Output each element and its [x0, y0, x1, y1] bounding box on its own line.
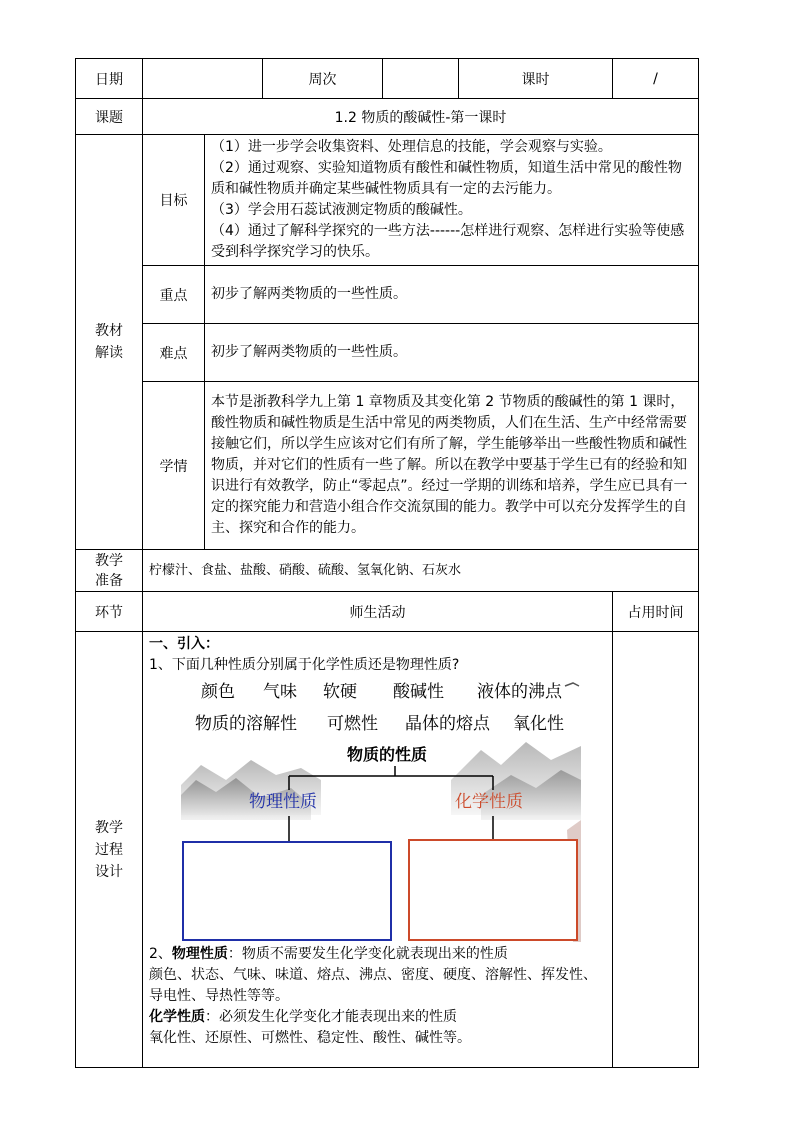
prep-value: 柠檬汁、食盐、盐酸、硝酸、硫酸、氢氧化钠、石灰水	[143, 550, 699, 592]
property-flammability: 可燃性	[327, 714, 378, 734]
difficulty-label: 难点	[143, 324, 205, 382]
material-label	[76, 135, 143, 550]
chemical-list: 氧化性、还原性、可燃性、稳定性、酸性、碱性等。	[149, 1030, 471, 1046]
process-label	[76, 632, 143, 1068]
date-value[interactable]	[143, 59, 263, 99]
topic-value: 1.2 物质的酸碱性-第一课时	[143, 99, 699, 135]
col-activity: 师生活动	[143, 592, 613, 632]
property-color: 颜色	[201, 682, 235, 702]
difficulty-value: 初步了解两类物质的一些性质。	[205, 324, 699, 382]
physical-title: 物理性质	[249, 792, 317, 812]
property-melting-point: 晶体的熔点	[405, 714, 490, 734]
col-stage: 环节	[76, 592, 143, 632]
physical-definition	[149, 944, 606, 965]
week-value[interactable]	[383, 59, 459, 99]
intro-heading: 一、引入：	[149, 636, 219, 652]
goal-label: 目标	[143, 135, 205, 266]
goals-cell	[205, 135, 699, 266]
lesson-plan-table	[75, 58, 699, 1068]
chem-term: 化学性质	[149, 1009, 205, 1025]
property-odor: 气味	[263, 682, 297, 702]
property-oxidizing: 氧化性	[513, 714, 564, 734]
phys-prefix: 2、	[149, 946, 172, 962]
question-1: 1、下面几种性质分别属于化学性质还是物理性质?	[149, 657, 460, 673]
property-solubility: 物质的溶解性	[195, 714, 297, 734]
key-label: 重点	[143, 266, 205, 324]
process-label-text: 教学过程设计	[95, 819, 123, 880]
goal-item: （2）通过观察、实验知道物质有酸性和碱性物质，知道生活中常见的酸性物质和碱性物质并确定某些碱性物质具有一定的去污能力。	[211, 160, 682, 197]
prep-label-text: 教学准备	[95, 552, 123, 589]
phys-def: ：物质不需要发生化学变化就表现出来的性质	[227, 946, 508, 962]
physical-box	[183, 842, 391, 940]
topic-label: 课题	[76, 99, 143, 135]
goal-item: （4）通过了解科学探究的一些方法------怎样进行观察、怎样进行实验等使感受到科学探究学习的快乐。	[211, 223, 685, 260]
analysis-label: 学情	[143, 382, 205, 550]
date-label: 日期	[76, 59, 143, 99]
period-value: /	[613, 59, 699, 99]
center-title: 物质的性质	[347, 745, 428, 764]
properties-figure	[181, 680, 581, 942]
analysis-value: 本节是浙教科学九上第 1 章物质及其变化第 2 节物质的酸碱性的第 1 课时， 酸性物质和碱性物质是生活中常见的两类物质，人们在生活、生产中经常需要接触它们，所以学生应该对它们有所了解，学生能够举出一些酸性物质和碱性物质，并对它们的性质有一些了解。所以在教学中要基于学生已有的经验和知识进行有效教学，防止“零起点”。经过一学期的训练和培养，学生应已具有一定的探究能力和营造小组合作交流氛围的能力。教学中可以充分发挥学生的自主、探究和合作的能力。	[205, 382, 699, 550]
property-acidity: 酸碱性	[393, 682, 444, 702]
prep-label	[76, 550, 143, 592]
period-label: 课时	[459, 59, 613, 99]
chem-def: ：必须发生化学变化才能表现出来的性质	[205, 1009, 457, 1025]
material-label-text: 教材解读	[95, 323, 123, 361]
col-time: 占用时间	[613, 592, 699, 632]
physical-list: 颜色、状态、气味、味道、熔点、沸点、密度、硬度、溶解性、挥发性、导电性、导热性等等。	[149, 967, 597, 1004]
chemical-title: 化学性质	[455, 792, 523, 812]
key-value: 初步了解两类物质的一些性质。	[205, 266, 699, 324]
property-hardness: 软硬	[323, 682, 357, 702]
goal-item: （3）学会用石蕊试液测定物质的酸碱性。	[211, 202, 472, 218]
property-boiling-point: 液体的沸点	[477, 682, 562, 702]
time-cell[interactable]	[613, 632, 699, 1068]
chemical-box	[409, 840, 577, 940]
week-label: 周次	[263, 59, 383, 99]
chemical-definition	[149, 1007, 606, 1028]
phys-term: 物理性质	[171, 946, 228, 962]
goal-item: （1）进一步学会收集资料、处理信息的技能，学会观察与实验。	[211, 139, 612, 155]
process-content	[143, 632, 613, 1068]
